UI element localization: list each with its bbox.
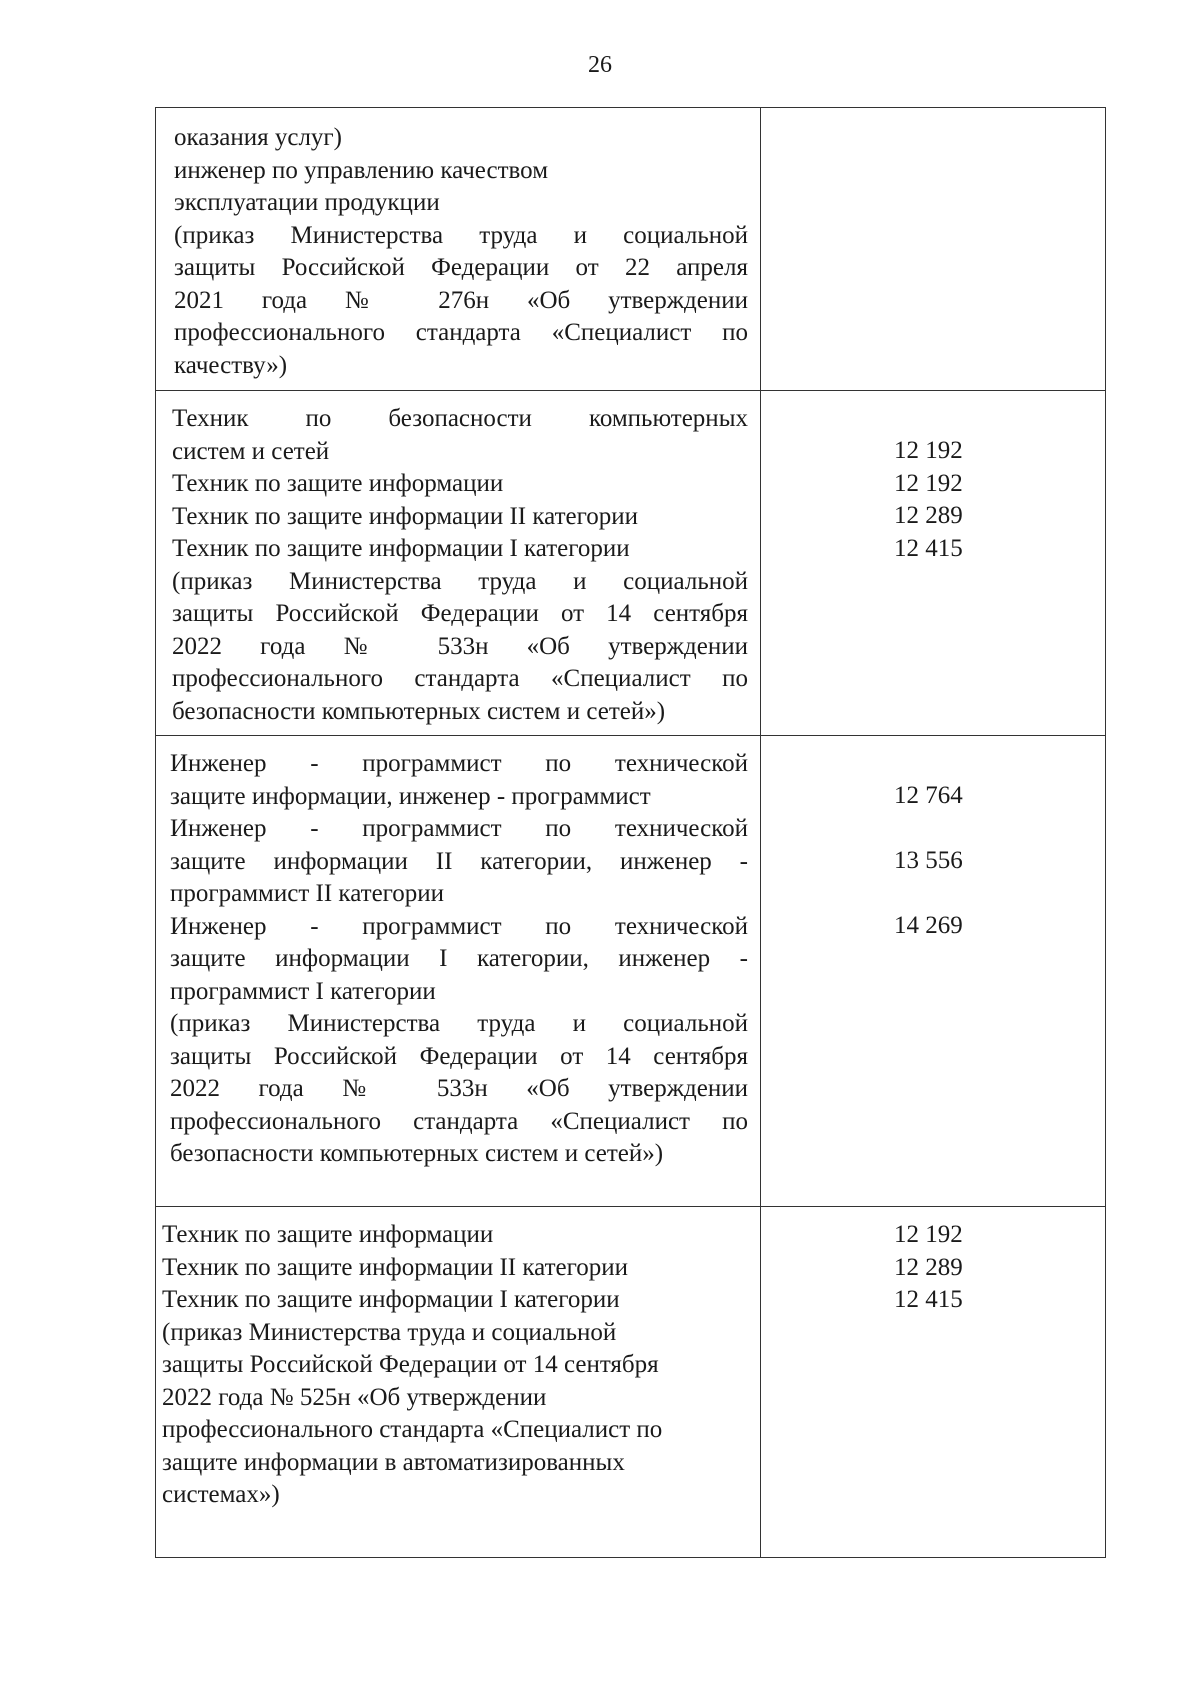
- text-line: Инженер - программист по технической: [170, 750, 748, 777]
- text-line: Техник по безопасности компьютерных: [172, 405, 748, 432]
- text-line: 2022 года № 533н «Об утверждении: [170, 1075, 748, 1102]
- text-line: защите информации в автоматизированных: [162, 1448, 625, 1476]
- text-line: программист II категории: [170, 880, 445, 907]
- text-line: (приказ Министерства труда и социальной: [174, 221, 748, 249]
- text-line: Техник по защите информации: [172, 470, 504, 497]
- position-cell: [156, 108, 761, 391]
- text-line: Инженер - программист по технической: [170, 815, 748, 842]
- code-list: [761, 1207, 1105, 1317]
- text-line: (приказ Министерства труда и социальной: [170, 1010, 748, 1037]
- text-line: профессионального стандарта «Специалист по: [172, 665, 748, 692]
- position-cell: [156, 736, 761, 1207]
- code-cell: [761, 1207, 1106, 1558]
- code-value: 14 269: [894, 912, 963, 939]
- table-row: [156, 391, 1106, 736]
- text-line: Техник по защите информации II категории: [162, 1253, 628, 1281]
- position-cell: [156, 391, 761, 736]
- position-text: [156, 108, 760, 382]
- text-line: (приказ Министерства труда и социальной: [162, 1318, 617, 1346]
- table-row: [156, 1207, 1106, 1558]
- text-line: Техник по защите информации I категории: [162, 1286, 620, 1313]
- code-value: 12 192: [894, 469, 963, 497]
- text-line: Техник по защите информации I категории: [172, 535, 630, 562]
- text-line: инженер по управлению качеством: [174, 156, 549, 184]
- text-line: профессионального стандарта «Специалист по: [162, 1416, 663, 1443]
- code-cell: [761, 736, 1106, 1207]
- text-line: безопасности компьютерных систем и сетей»): [170, 1140, 664, 1167]
- qualification-table: [155, 107, 1106, 1558]
- code-value: 12 289: [894, 502, 963, 529]
- position-text: [156, 391, 760, 728]
- text-line: 2022 года № 525н «Об утверждении: [162, 1383, 547, 1411]
- text-line: 2021 года № 276н «Об утверждении: [174, 286, 748, 314]
- text-line: защите информации II категории, инженер -: [170, 847, 748, 875]
- text-line: защите информации I категории, инженер -: [170, 945, 748, 972]
- code-value: 13 556: [894, 847, 963, 874]
- table-row: [156, 736, 1106, 1207]
- text-line: защиты Российской Федерации от 14 сентября: [170, 1042, 748, 1070]
- text-line: Техник по защите информации II категории: [172, 502, 638, 530]
- text-line: (приказ Министерства труда и социальной: [172, 567, 748, 595]
- code-value: 12 415: [894, 534, 963, 562]
- position-text: [156, 1207, 760, 1512]
- table-row: [156, 108, 1106, 391]
- text-line: защиты Российской Федерации от 14 сентября: [172, 600, 748, 627]
- text-line: программист I категории: [170, 977, 436, 1005]
- text-line: оказания услуг): [174, 124, 342, 151]
- code-list: [761, 391, 1105, 565]
- page-number: 26: [588, 52, 612, 78]
- text-line: защиты Российской Федерации от 22 апреля: [174, 254, 748, 281]
- text-line: защите информации, инженер - программист: [170, 782, 651, 810]
- text-line: 2022 года № 533н «Об утверждении: [172, 632, 748, 660]
- code-cell: [761, 391, 1106, 736]
- position-text: [156, 736, 760, 1171]
- text-line: профессионального стандарта «Специалист по: [174, 319, 748, 346]
- position-cell: [156, 1207, 761, 1558]
- code-value: 12 415: [894, 1286, 963, 1313]
- text-line: профессионального стандарта «Специалист по: [170, 1107, 748, 1135]
- code-cell: [761, 108, 1106, 391]
- text-line: систем и сетей: [172, 437, 330, 465]
- text-line: защиты Российской Федерации от 14 сентября: [162, 1351, 659, 1378]
- code-value: 12 289: [894, 1253, 963, 1281]
- code-value: 12 192: [894, 437, 963, 464]
- text-line: безопасности компьютерных систем и сетей»): [172, 697, 666, 725]
- text-line: Техник по защите информации: [162, 1221, 494, 1248]
- text-line: качеству»): [174, 351, 288, 379]
- code-value: 12 764: [894, 782, 963, 809]
- code-value: 12 192: [894, 1221, 963, 1248]
- code-list: [761, 736, 1105, 943]
- text-line: эксплуатации продукции: [174, 189, 440, 216]
- text-line: системах»): [162, 1481, 280, 1508]
- text-line: Инженер - программист по технической: [170, 912, 748, 940]
